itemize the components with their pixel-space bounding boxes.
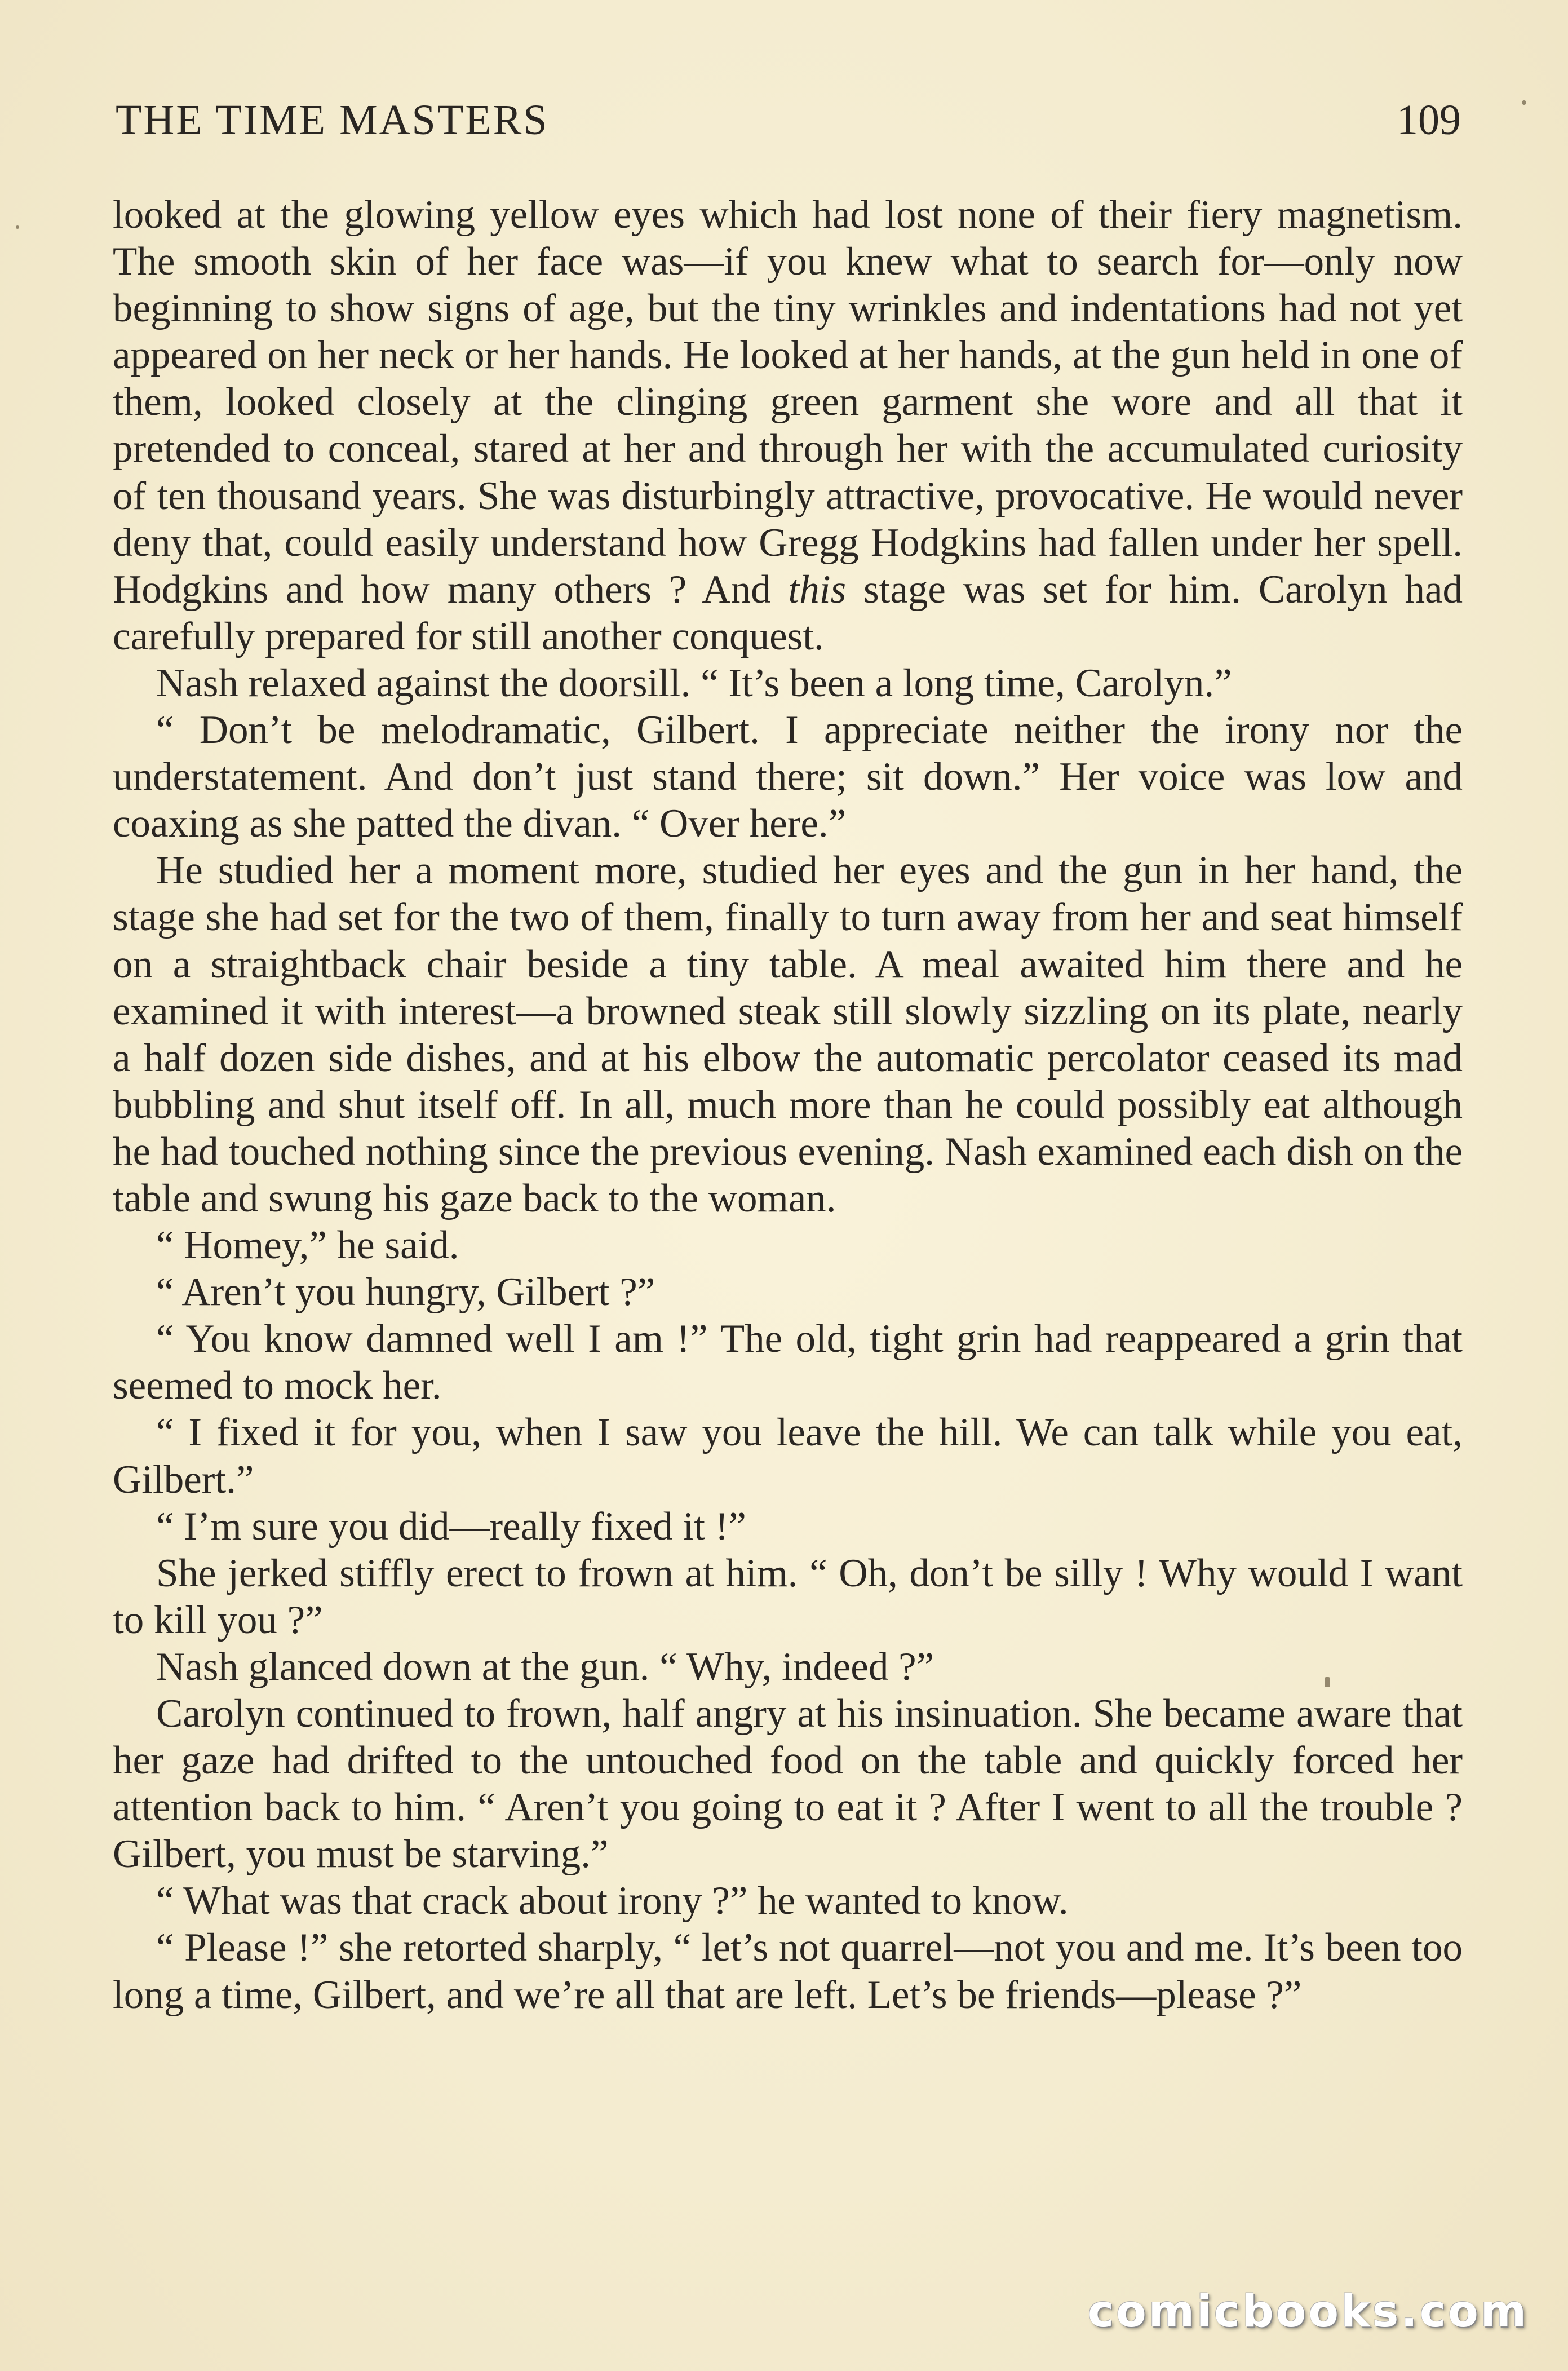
text-run: “ I’m sure you did—really fixed it !” <box>156 1504 746 1549</box>
italic-text: this <box>788 567 847 612</box>
watermark-logo: comicbooks.com <box>1087 2286 1529 2337</box>
page-header <box>116 96 1461 158</box>
paragraph <box>113 1269 1463 1316</box>
paragraph <box>113 1691 1463 1878</box>
text-run: “ Don’t be melodramatic, Gilbert. I appreciate neither the irony nor the understatement. And don’t just stand there; sit down.” Her voice was low and coaxing as she patted the divan. “ Over here.” <box>113 708 1463 846</box>
paragraph <box>113 1925 1463 2018</box>
text-run: stage was set for him. Carolyn had carefully prepared for still another conquest. <box>113 567 1463 658</box>
paragraph <box>113 847 1463 1222</box>
paragraph <box>113 1409 1463 1503</box>
paper-speck <box>1325 1677 1330 1687</box>
body-text <box>113 192 1463 2019</box>
text-run: “ Aren’t you hungry, Gilbert ?” <box>156 1270 655 1315</box>
text-run: “ What was that crack about irony ?” he wanted to know. <box>156 1879 1069 1923</box>
paragraph <box>113 192 1463 660</box>
text-run: Carolyn continued to frown, half angry at his insinuation. She became aware that her gaze had drifted to the untouched food on the table and quickly forced her attention back to him. “ Aren’t you going to eat it ? After I went to all the trouble ? Gilbert, you must be starving.” <box>113 1692 1463 1877</box>
paragraph <box>113 660 1463 707</box>
text-run: She jerked stiffly erect to frown at him. “ Oh, don’t be silly ! Why would I want to kill you ?” <box>113 1551 1463 1642</box>
text-run: “ Homey,” he said. <box>156 1223 459 1268</box>
paragraph <box>113 1222 1463 1269</box>
paragraph <box>113 707 1463 847</box>
paragraph <box>113 1503 1463 1550</box>
text-run: Nash glanced down at the gun. “ Why, indeed ?” <box>156 1644 934 1689</box>
page-number: 109 <box>1397 96 1461 144</box>
text-run: He studied her a moment more, studied her eyes and the gun in her hand, the stage she had set for the two of them, finally to turn away from her and seat himself on a straightback chair beside a tiny table. A meal awaited him there and he examined it with interest—a browned steak still slowly sizzling on its plate, nearly a half dozen side dishes, and at his elbow the automatic percolator ceased its mad bubbling and shut itself off. In all, much more than he could possibly eat although he had touched nothing since the previous evening. Nash examined each dish on the table and swung his gaze back to the woman. <box>113 848 1463 1220</box>
text-run: “ Please !” she retorted sharply, “ let’s not quarrel—not you and me. It’s been too long a time, Gilbert, and we’re all that are left. Let’s be friends—please ?” <box>113 1926 1463 2017</box>
paper-speck <box>1522 100 1526 105</box>
text-run: “ You know damned well I am !” The old, tight grin had reappeared a grin that seemed to mock her. <box>113 1317 1463 1408</box>
paper-speck <box>16 225 19 229</box>
paragraph <box>113 1550 1463 1644</box>
text-run: Nash relaxed against the doorsill. “ It’s been a long time, Carolyn.” <box>156 661 1232 705</box>
text-run: looked at the glowing yellow eyes which had lost none of their fiery magnetism. The smooth skin of her face was—if you knew what to search for—only now beginning to show signs of age, but the tiny wrinkles and indentations had not yet appeared on her neck or her hands. He looked at her hands, at the gun held in one of them, looked closely at the clinging green garment she wore and all that it pretended to conceal, stared at her and through her with the accumulated curiosity of ten thousand years. She was disturbingly attractive, provocative. He would never deny that, could easily understand how Gregg Hodgkins had fallen under her spell. Hodgkins and how many others ? And <box>113 193 1463 612</box>
paragraph <box>113 1878 1463 1925</box>
text-run: “ I fixed it for you, when I saw you leave the hill. We can talk while you eat, Gilbert.” <box>113 1410 1463 1502</box>
running-title: THE TIME MASTERS <box>116 96 549 144</box>
paragraph <box>113 1644 1463 1691</box>
paragraph <box>113 1316 1463 1409</box>
